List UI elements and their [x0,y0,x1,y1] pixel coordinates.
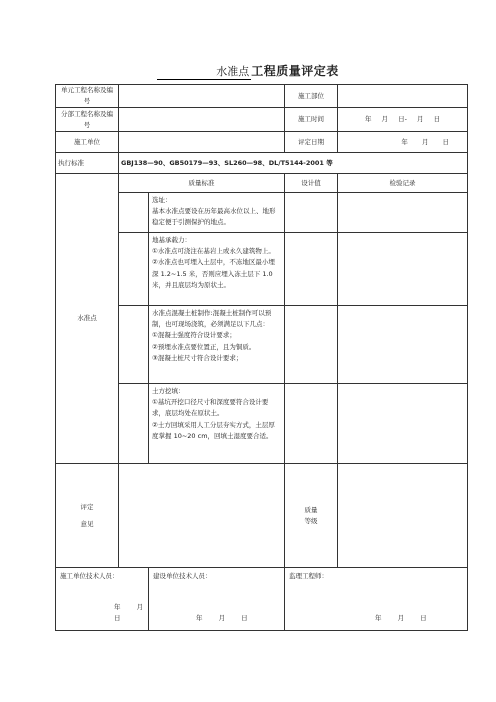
unit-project-value[interactable] [119,85,285,108]
standard-label: 执行标准 [56,153,119,174]
design-value-cell[interactable] [285,384,338,464]
col-inspection: 检验记录 [338,174,468,193]
quality-grade-label: 质量 等级 [285,464,338,568]
inspection-cell[interactable] [338,193,468,233]
standard-earthwork: 土方挖填： ①基坑开挖口径尺寸和深度要符合设计要求，底层均处在原状土。 ②土方回填采用人工分层夯实方式，土层厚度掌握 10~20 cm，回填土湿度要合适。 [149,384,285,464]
title-main: 工程质量评定表 [251,64,339,78]
contractor-value[interactable] [119,132,285,153]
evaluation-opinion[interactable] [119,464,285,568]
dept-value[interactable] [338,85,468,108]
col-design-value: 设计值 [285,174,338,193]
evaluation-label: 评定 意见 [56,464,119,568]
quality-evaluation-table [55,84,468,631]
unit-project-label: 单元工程名称及编号 [56,85,119,108]
standard-concrete-pile: 水准点混凝土桩制作:混凝土桩制作可以预制，也可现场浇筑，必须满足以下几点： ①混凝土强度符合设计要求； ②预埋水准点要位置正，且为铜质。 ③混凝土桩尺寸符合设计要求； [149,306,285,384]
form-title [0,62,496,80]
design-value-cell[interactable] [285,306,338,384]
standard-value: GBJ138—90、GB50179—93、SL260—98、DL/T5144-2001 等 [119,153,468,174]
standard-bearing-capacity: 地基承载力： ①水准点可浇注在基岩上或永久建筑物上。 ②水准点也可埋入土层中，不冻地区最小埋深 1.2~1.5 米，否则应埋入冻土层下 1.0 米，并且底层均为原状土。 [149,233,285,306]
item-name: 水准点 [56,174,119,464]
inspection-cell[interactable] [338,306,468,384]
sub-project-value[interactable] [119,108,285,132]
time-value[interactable]: 年 月 日- 月 日 [338,108,468,132]
col-quality-standard: 质量标准 [119,174,285,193]
contractor-label: 施工单位 [56,132,119,153]
standard-site-selection: 选址： 基本水准点要设在历年最高水位以上、地形稳定便于引测保护的地点。 [149,193,285,233]
signature-date: 年 月 日 [196,614,248,622]
time-label: 施工时间 [285,108,338,132]
signature-date: 年 月 日 [375,614,427,622]
title-project-name: 水准点 [157,63,251,80]
quality-grade-value[interactable] [338,464,468,568]
eval-date-value[interactable]: 年 月 日 [338,132,468,153]
owner-signature[interactable]: 建设单位技术人员： 年 月 日 [149,568,285,631]
sub-project-label: 分部工程名称及编号 [56,108,119,132]
design-value-cell[interactable] [285,193,338,233]
dept-label: 施工部位 [285,85,338,108]
design-value-cell[interactable] [285,233,338,306]
contractor-signature[interactable]: 施工单位技术人员： 年 月 日 [56,568,149,631]
eval-date-label: 评定日期 [285,132,338,153]
supervisor-signature[interactable]: 监理工程师： 年 月 日 [285,568,468,631]
signature-date: 年 月 日 [114,603,144,622]
inspection-cell[interactable] [338,384,468,464]
inspection-cell[interactable] [338,233,468,306]
